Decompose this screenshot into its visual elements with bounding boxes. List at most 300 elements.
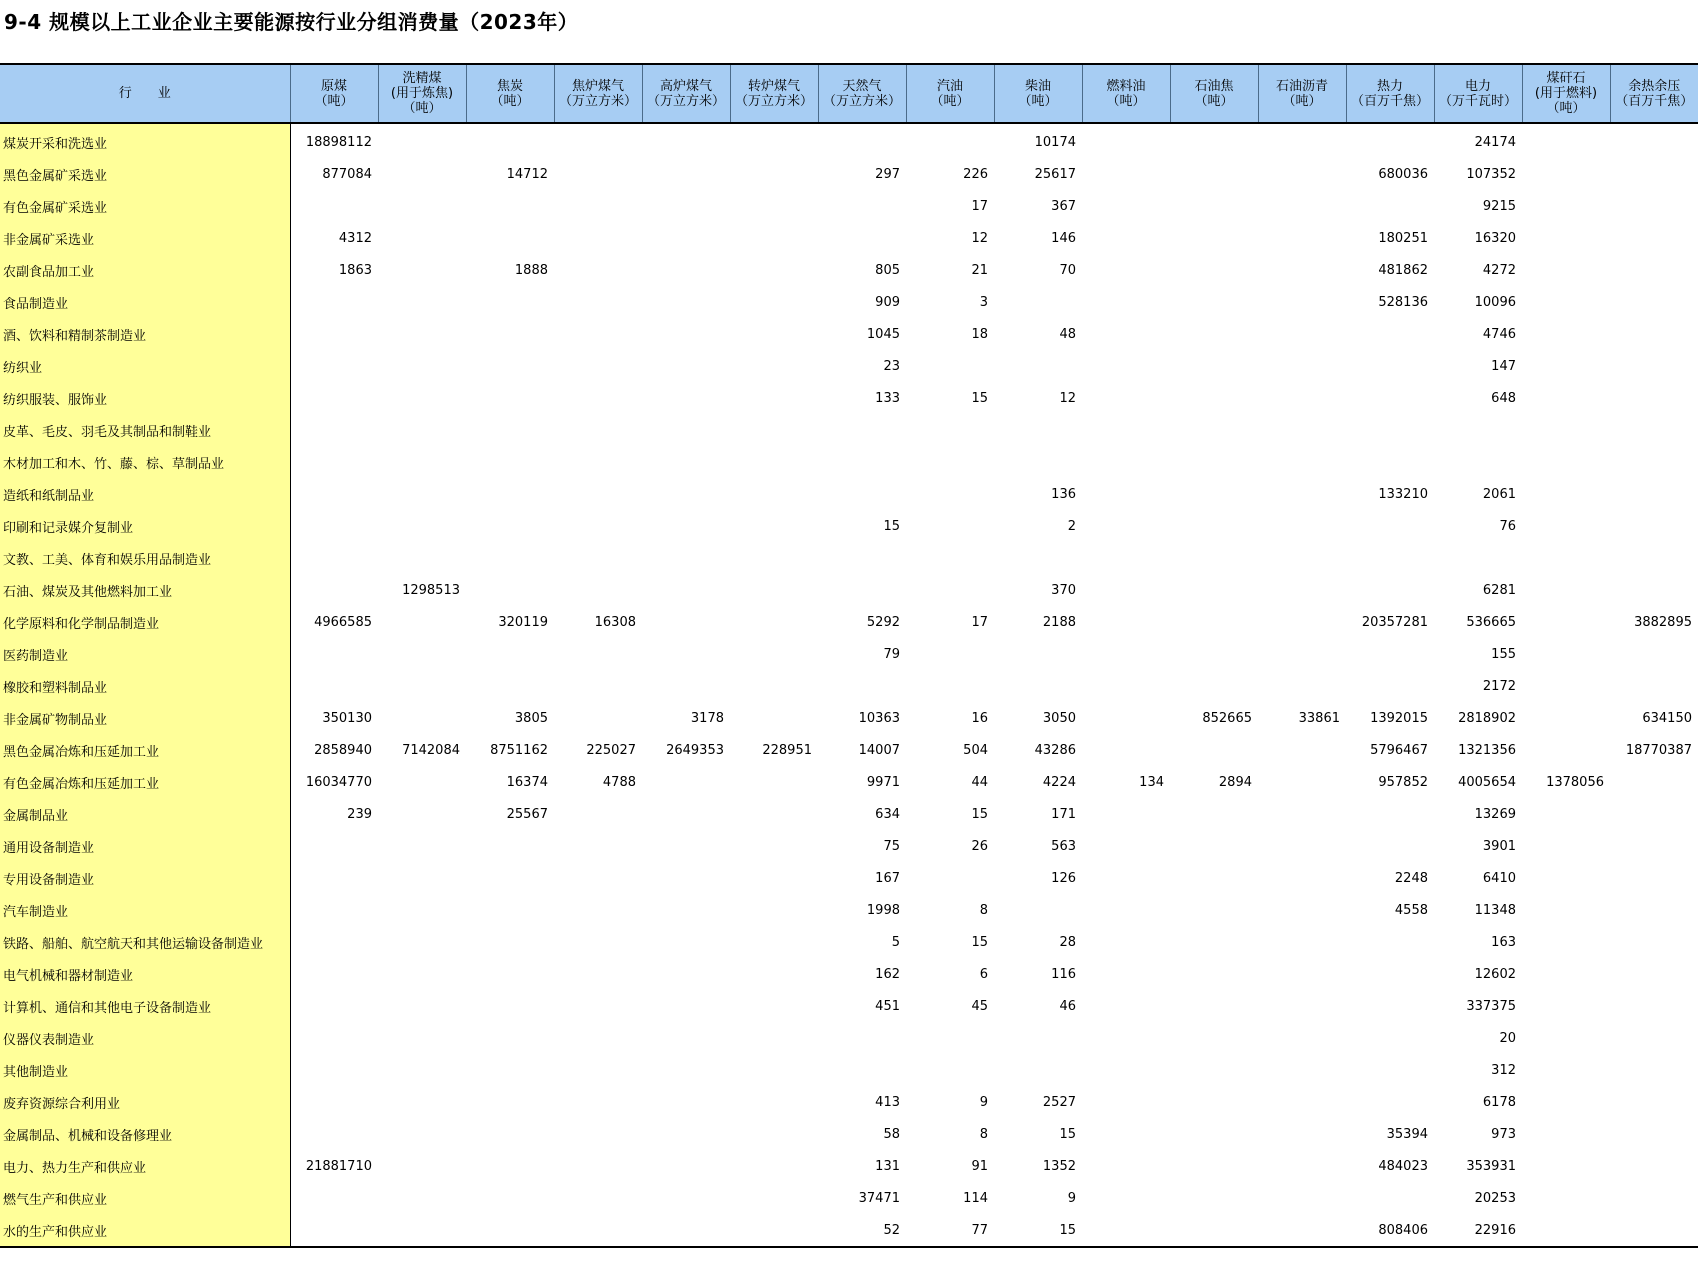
industry-name: 金属制品业 xyxy=(0,798,290,830)
table-row xyxy=(0,123,1698,158)
column-header xyxy=(906,64,994,123)
value-cell: 225027 xyxy=(586,742,636,758)
value-cell: 12 xyxy=(971,230,988,246)
value-cell xyxy=(642,1054,730,1086)
column-header-label: 焦炉煤气 （万立方米） xyxy=(558,78,637,109)
column-header-label: 燃料油 （吨） xyxy=(1106,78,1146,109)
value-cell: 18 xyxy=(971,326,988,342)
value-cell xyxy=(642,1150,730,1182)
value-cell xyxy=(554,894,642,926)
value-cell: 413 xyxy=(875,1094,900,1110)
value-cell xyxy=(1082,123,1170,158)
value-cell xyxy=(1170,1150,1258,1182)
value-cell xyxy=(378,1214,466,1247)
value-cell xyxy=(1082,1054,1170,1086)
industry-name: 文教、工美、体育和娱乐用品制造业 xyxy=(0,542,290,574)
value-cell xyxy=(1082,1118,1170,1150)
table-row xyxy=(0,414,1698,446)
table-row xyxy=(0,318,1698,350)
value-cell xyxy=(730,478,818,510)
value-cell xyxy=(1522,222,1610,254)
value-cell xyxy=(466,990,554,1022)
value-cell xyxy=(1082,350,1170,382)
value-cell xyxy=(1610,830,1698,862)
value-cell xyxy=(1170,510,1258,542)
value-cell xyxy=(1082,926,1170,958)
value-cell xyxy=(994,414,1082,446)
value-cell xyxy=(466,542,554,574)
value-cell: 3178 xyxy=(690,710,724,726)
industry-name: 燃气生产和供应业 xyxy=(0,1182,290,1214)
value-cell: 14007 xyxy=(858,742,900,758)
value-cell xyxy=(1170,478,1258,510)
value-cell: 353931 xyxy=(1466,1158,1516,1174)
value-cell xyxy=(1082,958,1170,990)
value-cell: 17 xyxy=(971,614,988,630)
value-cell xyxy=(378,1086,466,1118)
value-cell xyxy=(290,350,378,382)
value-cell: 133 xyxy=(875,390,900,406)
table-row xyxy=(0,606,1698,638)
value-cell: 1392015 xyxy=(1370,710,1428,726)
value-cell xyxy=(1346,1022,1434,1054)
value-cell xyxy=(1522,606,1610,638)
value-cell xyxy=(378,1054,466,1086)
value-cell xyxy=(642,990,730,1022)
value-cell: 146 xyxy=(1051,230,1076,246)
value-cell xyxy=(1170,1022,1258,1054)
value-cell: 16034770 xyxy=(305,774,372,790)
value-cell xyxy=(378,382,466,414)
value-cell: 528136 xyxy=(1378,294,1428,310)
value-cell xyxy=(1082,990,1170,1022)
value-cell xyxy=(730,926,818,958)
value-cell xyxy=(1170,1214,1258,1247)
industry-name: 计算机、通信和其他电子设备制造业 xyxy=(0,990,290,1022)
value-cell xyxy=(1346,926,1434,958)
value-cell: 20 xyxy=(1499,1030,1516,1046)
value-cell: 136 xyxy=(1051,486,1076,502)
table-row xyxy=(0,638,1698,670)
value-cell: 484023 xyxy=(1378,1158,1428,1174)
value-cell xyxy=(378,222,466,254)
value-cell xyxy=(642,766,730,798)
value-cell xyxy=(466,894,554,926)
value-cell xyxy=(1258,542,1346,574)
value-cell xyxy=(994,670,1082,702)
column-header xyxy=(1346,64,1434,123)
value-cell xyxy=(1522,190,1610,222)
value-cell xyxy=(378,286,466,318)
value-cell xyxy=(378,862,466,894)
value-cell xyxy=(554,670,642,702)
value-cell: 2527 xyxy=(1042,1094,1076,1110)
value-cell xyxy=(1522,862,1610,894)
value-cell xyxy=(378,414,466,446)
value-cell: 14712 xyxy=(506,166,548,182)
value-cell xyxy=(1082,222,1170,254)
value-cell: 52 xyxy=(818,1214,906,1247)
value-cell xyxy=(1610,990,1698,1022)
value-cell: 9 xyxy=(979,1094,988,1110)
value-cell: 20357281 xyxy=(1361,614,1428,630)
value-cell: 75 xyxy=(883,838,900,854)
value-cell xyxy=(730,638,818,670)
value-cell xyxy=(290,1214,378,1247)
value-cell: 171 xyxy=(1051,806,1076,822)
value-cell xyxy=(290,574,378,606)
value-cell xyxy=(1610,382,1698,414)
value-cell xyxy=(378,894,466,926)
value-cell xyxy=(554,286,642,318)
value-cell xyxy=(1522,286,1610,318)
value-cell xyxy=(1082,158,1170,190)
value-cell xyxy=(1082,702,1170,734)
value-cell xyxy=(554,958,642,990)
table-row xyxy=(0,1214,1698,1247)
value-cell: 25567 xyxy=(506,806,548,822)
value-cell xyxy=(1082,446,1170,478)
value-cell xyxy=(1610,1022,1698,1054)
value-cell: 26 xyxy=(971,838,988,854)
value-cell: 15 xyxy=(994,1214,1082,1247)
value-cell xyxy=(1082,734,1170,766)
value-cell xyxy=(730,606,818,638)
table-row xyxy=(0,382,1698,414)
value-cell: 3 xyxy=(979,294,988,310)
industry-name: 纺织业 xyxy=(0,350,290,382)
value-cell: 1352 xyxy=(1042,1158,1076,1174)
value-cell xyxy=(378,830,466,862)
value-cell: 536665 xyxy=(1466,614,1516,630)
value-cell xyxy=(554,1022,642,1054)
value-cell xyxy=(1522,414,1610,446)
value-cell xyxy=(1522,1182,1610,1214)
value-cell xyxy=(1170,958,1258,990)
value-cell: 3050 xyxy=(1042,710,1076,726)
value-cell xyxy=(1082,798,1170,830)
value-cell: 4312 xyxy=(338,230,372,246)
value-cell xyxy=(1610,286,1698,318)
value-cell xyxy=(994,894,1082,926)
value-cell xyxy=(1258,123,1346,158)
column-header-label: 洗精煤 (用于炼焦) （吨） xyxy=(390,71,454,116)
value-cell xyxy=(1610,1086,1698,1118)
value-cell xyxy=(730,542,818,574)
value-cell xyxy=(1170,446,1258,478)
table-row xyxy=(0,222,1698,254)
value-cell xyxy=(290,190,378,222)
value-cell: 131 xyxy=(875,1158,900,1174)
industry-name: 煤炭开采和洗选业 xyxy=(0,123,290,158)
value-cell xyxy=(1258,798,1346,830)
value-cell: 648 xyxy=(1491,390,1516,406)
value-cell xyxy=(378,1182,466,1214)
column-header xyxy=(818,64,906,123)
table-body xyxy=(0,123,1698,1247)
value-cell xyxy=(1522,1022,1610,1054)
value-cell xyxy=(642,1022,730,1054)
value-cell: 44 xyxy=(971,774,988,790)
value-cell xyxy=(730,382,818,414)
value-cell xyxy=(290,990,378,1022)
column-header-label: 焦炭 （吨） xyxy=(490,78,530,109)
value-cell xyxy=(1610,894,1698,926)
value-cell: 3882895 xyxy=(1634,614,1692,630)
value-cell xyxy=(1082,1214,1170,1247)
value-cell: 2649353 xyxy=(666,742,724,758)
value-cell xyxy=(1170,158,1258,190)
value-cell xyxy=(906,446,994,478)
value-cell xyxy=(1170,670,1258,702)
industry-name: 皮革、毛皮、羽毛及其制品和制鞋业 xyxy=(0,414,290,446)
table-row xyxy=(0,1118,1698,1150)
value-cell xyxy=(1522,1086,1610,1118)
value-cell: 2172 xyxy=(1482,678,1516,694)
value-cell xyxy=(1346,1182,1434,1214)
column-header-label: 原煤 （吨） xyxy=(314,78,354,109)
value-cell xyxy=(1434,542,1522,574)
value-cell xyxy=(290,958,378,990)
value-cell xyxy=(906,350,994,382)
value-cell xyxy=(1610,574,1698,606)
value-cell xyxy=(1522,542,1610,574)
value-cell: 7142084 xyxy=(402,742,460,758)
value-cell xyxy=(290,318,378,350)
industry-name: 非金属矿采选业 xyxy=(0,222,290,254)
value-cell: 58 xyxy=(883,1126,900,1142)
value-cell xyxy=(818,414,906,446)
value-cell: 1863 xyxy=(338,262,372,278)
value-cell xyxy=(290,1118,378,1150)
value-cell xyxy=(378,510,466,542)
table-row xyxy=(0,158,1698,190)
value-cell xyxy=(378,606,466,638)
value-cell xyxy=(1258,1022,1346,1054)
value-cell: 16374 xyxy=(506,774,548,790)
table-row xyxy=(0,926,1698,958)
value-cell xyxy=(1082,286,1170,318)
column-header-industry xyxy=(0,64,290,123)
value-cell: 957852 xyxy=(1378,774,1428,790)
value-cell: 10096 xyxy=(1474,294,1516,310)
value-cell xyxy=(1170,1118,1258,1150)
industry-name: 非金属矿物制品业 xyxy=(0,702,290,734)
value-cell xyxy=(730,702,818,734)
value-cell xyxy=(1346,190,1434,222)
value-cell xyxy=(554,190,642,222)
value-cell xyxy=(466,222,554,254)
value-cell xyxy=(1258,862,1346,894)
value-cell xyxy=(994,1054,1082,1086)
table-row xyxy=(0,542,1698,574)
value-cell xyxy=(1170,798,1258,830)
value-cell xyxy=(290,1086,378,1118)
value-cell xyxy=(1170,638,1258,670)
value-cell: 23 xyxy=(883,358,900,374)
value-cell xyxy=(642,286,730,318)
value-cell xyxy=(818,222,906,254)
table-row xyxy=(0,1150,1698,1182)
value-cell xyxy=(290,510,378,542)
value-cell: 77 xyxy=(906,1214,994,1247)
value-cell xyxy=(290,286,378,318)
value-cell xyxy=(554,702,642,734)
industry-name: 水的生产和供应业 xyxy=(0,1214,290,1247)
value-cell xyxy=(1522,830,1610,862)
industry-name: 仪器仪表制造业 xyxy=(0,1022,290,1054)
value-cell xyxy=(1346,542,1434,574)
value-cell xyxy=(1258,734,1346,766)
value-cell xyxy=(554,510,642,542)
value-cell xyxy=(378,318,466,350)
value-cell xyxy=(378,1150,466,1182)
value-cell xyxy=(1258,766,1346,798)
value-cell: 21 xyxy=(971,262,988,278)
value-cell xyxy=(730,318,818,350)
value-cell xyxy=(1170,990,1258,1022)
value-cell xyxy=(378,254,466,286)
value-cell xyxy=(730,222,818,254)
value-cell xyxy=(378,798,466,830)
value-cell xyxy=(994,286,1082,318)
column-header xyxy=(554,64,642,123)
industry-name: 有色金属矿采选业 xyxy=(0,190,290,222)
value-cell xyxy=(378,670,466,702)
value-cell xyxy=(554,1086,642,1118)
value-cell xyxy=(1346,382,1434,414)
value-cell: 228951 xyxy=(762,742,812,758)
value-cell xyxy=(290,862,378,894)
value-cell xyxy=(466,318,554,350)
value-cell xyxy=(1170,123,1258,158)
value-cell xyxy=(1258,222,1346,254)
table-row xyxy=(0,190,1698,222)
value-cell: 6281 xyxy=(1482,582,1516,598)
value-cell xyxy=(378,926,466,958)
value-cell xyxy=(1610,350,1698,382)
value-cell xyxy=(1082,670,1170,702)
value-cell xyxy=(642,830,730,862)
value-cell: 226 xyxy=(963,166,988,182)
value-cell: 15 xyxy=(1059,1126,1076,1142)
value-cell xyxy=(730,798,818,830)
value-cell xyxy=(1522,926,1610,958)
value-cell: 13269 xyxy=(1474,806,1516,822)
column-header xyxy=(1258,64,1346,123)
value-cell xyxy=(1522,638,1610,670)
value-cell xyxy=(1170,862,1258,894)
value-cell: 1378056 xyxy=(1546,774,1604,790)
value-cell xyxy=(1082,382,1170,414)
value-cell xyxy=(466,830,554,862)
value-cell: 15 xyxy=(971,390,988,406)
value-cell xyxy=(1258,926,1346,958)
value-cell: 16308 xyxy=(594,614,636,630)
value-cell xyxy=(1610,798,1698,830)
value-cell: 634 xyxy=(875,806,900,822)
value-cell xyxy=(1610,766,1698,798)
value-cell xyxy=(1610,414,1698,446)
value-cell xyxy=(466,190,554,222)
value-cell: 18770387 xyxy=(1625,742,1692,758)
value-cell xyxy=(378,702,466,734)
value-cell: 45 xyxy=(971,998,988,1014)
value-cell xyxy=(554,478,642,510)
value-cell xyxy=(1522,958,1610,990)
value-cell xyxy=(906,862,994,894)
value-cell xyxy=(906,478,994,510)
value-cell: 15 xyxy=(971,806,988,822)
value-cell xyxy=(1082,542,1170,574)
value-cell: 3901 xyxy=(1482,838,1516,854)
value-cell: 114 xyxy=(963,1190,988,1206)
industry-name: 橡胶和塑料制品业 xyxy=(0,670,290,702)
value-cell xyxy=(642,446,730,478)
value-cell xyxy=(730,830,818,862)
industry-name: 专用设备制造业 xyxy=(0,862,290,894)
value-cell xyxy=(1346,318,1434,350)
value-cell xyxy=(730,574,818,606)
value-cell xyxy=(1258,318,1346,350)
value-cell xyxy=(1522,446,1610,478)
industry-name: 汽车制造业 xyxy=(0,894,290,926)
value-cell: 312 xyxy=(1491,1062,1516,1078)
table-row xyxy=(0,798,1698,830)
value-cell xyxy=(554,350,642,382)
value-cell xyxy=(818,190,906,222)
industry-name: 电气机械和器材制造业 xyxy=(0,958,290,990)
value-cell xyxy=(1522,734,1610,766)
industry-name: 废弃资源综合利用业 xyxy=(0,1086,290,1118)
value-cell xyxy=(1610,1150,1698,1182)
value-cell xyxy=(1610,123,1698,158)
value-cell xyxy=(466,1182,554,1214)
value-cell xyxy=(730,123,818,158)
value-cell: 481862 xyxy=(1378,262,1428,278)
value-cell xyxy=(994,542,1082,574)
value-cell xyxy=(1082,190,1170,222)
industry-name: 黑色金属冶炼和压延加工业 xyxy=(0,734,290,766)
value-cell xyxy=(1082,254,1170,286)
value-cell xyxy=(554,830,642,862)
value-cell xyxy=(1082,862,1170,894)
value-cell: 6410 xyxy=(1482,870,1516,886)
value-cell xyxy=(818,670,906,702)
value-cell xyxy=(1610,926,1698,958)
value-cell xyxy=(1170,830,1258,862)
value-cell: 4788 xyxy=(602,774,636,790)
column-header-label: 热力 （百万千焦） xyxy=(1350,78,1429,109)
value-cell xyxy=(1258,510,1346,542)
value-cell: 4746 xyxy=(1482,326,1516,342)
value-cell xyxy=(1170,222,1258,254)
value-cell xyxy=(1434,414,1522,446)
industry-name: 纺织服装、服饰业 xyxy=(0,382,290,414)
industry-name: 金属制品、机械和设备修理业 xyxy=(0,1118,290,1150)
table-row xyxy=(0,1022,1698,1054)
value-cell xyxy=(1346,638,1434,670)
value-cell xyxy=(554,638,642,670)
table-row xyxy=(0,286,1698,318)
value-cell xyxy=(554,222,642,254)
value-cell xyxy=(1258,1118,1346,1150)
value-cell: 24174 xyxy=(1474,134,1516,150)
value-cell: 16 xyxy=(971,710,988,726)
value-cell xyxy=(1170,574,1258,606)
value-cell xyxy=(290,542,378,574)
energy-consumption-table xyxy=(0,63,1698,1248)
